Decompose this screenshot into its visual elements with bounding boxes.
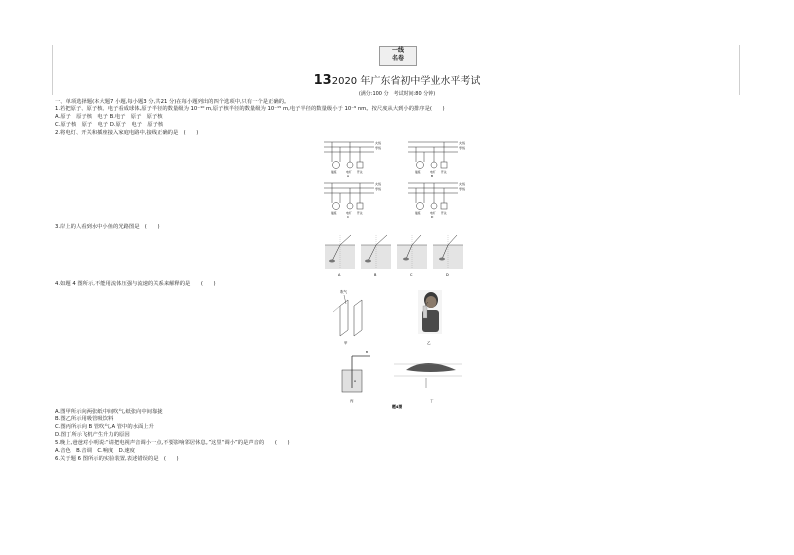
device-label-switch: 开关: [441, 211, 447, 215]
page-title: [0, 72, 794, 88]
tube-b-label: B: [366, 350, 369, 354]
section-heading: 一、单项选择题(本大题7 小题,每小题3 分,共21 分)在每小题列出的四个选项中,只有一个是正确的。: [55, 99, 290, 105]
switch-icon: [357, 203, 363, 209]
stamp-line1: 一线: [391, 47, 404, 54]
wire-label-neutral: 零线: [459, 187, 466, 191]
fig4-caption: 题4图: [392, 404, 403, 409]
cup-icon: [423, 306, 427, 318]
device-label-switch: 开关: [441, 170, 447, 174]
fig4-airfoil: [394, 363, 462, 403]
question-3: 3.岸上的人看到水中小鱼的光路图是 ( ): [55, 224, 160, 230]
fig4-paper-sheets: [333, 289, 362, 345]
socket-icon: [333, 203, 340, 210]
title-text: 2020 年广东省初中学业水平考试: [331, 76, 481, 87]
circuit-label-c: C: [347, 215, 350, 218]
question-4-option-c: C.图丙所示向 B 管吹气,A 管中的水面上升: [55, 424, 154, 430]
device-label-socket: 插座: [331, 211, 337, 215]
question-2: 2.将电灯、开关和插座接入家庭电路中,接线正确的是 ( ): [55, 130, 199, 136]
question-4: 4.如题 4 图所示,不能用流体压强与流速的关系来解释的是 ( ): [55, 281, 216, 287]
tube-a-label: A: [354, 379, 357, 383]
lamp-icon: [431, 162, 437, 168]
circuit-label-a: A: [347, 174, 350, 178]
device-label-lamp: 电灯: [430, 211, 436, 215]
question-6: 6.关于题 6 图所示的实验装置,表述错误的是 ( ): [55, 456, 179, 462]
device-label-lamp: 电灯: [430, 170, 436, 174]
fish-icon: [365, 260, 371, 263]
question-1: 1.若把原子、原子核、电子看成球体,原子半径的数量级为 10⁻¹⁰ m,原子核半径的数量级为 10⁻¹⁵ m,电子半径的数量级小于 10⁻⁹ nm。按尺度从大到小的排序是( ): [55, 106, 445, 112]
fish-icon: [403, 258, 409, 261]
question-5: 5.晚上,爸爸对小明说:“请把电视声音调小一点,不要影响邻居休息。”这里“调小”的是声音的 ( ): [55, 440, 290, 446]
fig4-label-yi: 乙: [427, 341, 431, 345]
question-4-option-d: D.图丁所示飞机产生升力的原因: [55, 432, 130, 438]
question-5-options: A.音色 B.音调 C.响度 D.速度: [55, 448, 135, 454]
question-1-options-ab: A.原子 原子核 电子 B.电子 原子 原子核: [55, 114, 163, 120]
wire-label-live: 火线: [375, 182, 382, 186]
fish-icon: [439, 258, 445, 261]
wire-label-neutral: 零线: [375, 187, 382, 191]
fig4-beaker-tubes: [342, 350, 370, 403]
optics-diagram-b: [361, 235, 391, 277]
fig4-boy-straw: [418, 290, 442, 345]
optics-label-d: D: [446, 273, 449, 277]
circuit-diagram-a: [324, 140, 381, 178]
fig4-label-jia: 甲: [344, 341, 348, 345]
optics-diagram-a: [325, 235, 355, 277]
device-label-socket: 插座: [415, 170, 421, 174]
lamp-icon: [431, 203, 437, 209]
wire-label-neutral: 零线: [375, 146, 382, 150]
circuit-label-d: D: [431, 215, 434, 218]
lamp-icon: [347, 203, 353, 209]
fig4-label-ding: 丁: [430, 399, 434, 403]
socket-icon: [417, 162, 424, 169]
wire-label-live: 火线: [459, 141, 466, 145]
switch-icon: [441, 203, 447, 209]
optics-diagram-d: [433, 235, 463, 277]
fish-icon: [329, 260, 335, 263]
switch-icon: [441, 162, 447, 168]
stamp-line2: 名卷: [391, 55, 404, 62]
question-4-option-a: A.图甲所示向两张纸中间吹气,纸张向中间靠拢: [55, 409, 163, 415]
optics-label-b: B: [374, 273, 377, 277]
circuit-diagram-b: [408, 140, 465, 178]
socket-icon: [417, 203, 424, 210]
circuit-diagram-c: [324, 181, 381, 218]
device-label-socket: 插座: [415, 211, 421, 215]
circuit-figure-group: [318, 138, 468, 218]
question-4-option-b: B.图乙所示用吸管吸饮料: [55, 416, 114, 422]
device-label-lamp: 电灯: [346, 211, 352, 215]
device-label-switch: 开关: [357, 211, 363, 215]
circuit-label-b: B: [431, 174, 434, 178]
wire-label-neutral: 零线: [459, 146, 466, 150]
socket-icon: [333, 162, 340, 169]
device-label-lamp: 电灯: [346, 170, 352, 174]
title-number: 13: [313, 73, 332, 88]
page-subtitle: (满分:100 分 考试时间:80 分钟): [358, 91, 436, 97]
wire-label-live: 火线: [375, 141, 382, 145]
switch-icon: [357, 162, 363, 168]
question-1-options-cd: C.原子核 原子 电子 D.原子 电子 原子核: [55, 122, 164, 128]
circuit-diagram-d: [408, 181, 465, 218]
fig4-label-bing: 丙: [350, 399, 354, 403]
device-label-socket: 插座: [331, 170, 337, 174]
lamp-icon: [347, 162, 353, 168]
stamp-badge: [379, 46, 417, 66]
device-label-switch: 开关: [357, 170, 363, 174]
optics-label-c: C: [410, 273, 413, 277]
fig4-blow-label: 吹气: [340, 290, 347, 294]
wire-label-live: 火线: [459, 182, 466, 186]
optics-figure-group: [325, 233, 465, 279]
optics-diagram-c: [397, 235, 427, 277]
wing-icon: [406, 363, 456, 372]
optics-label-a: A: [338, 273, 341, 277]
fig4-group: [330, 286, 470, 410]
